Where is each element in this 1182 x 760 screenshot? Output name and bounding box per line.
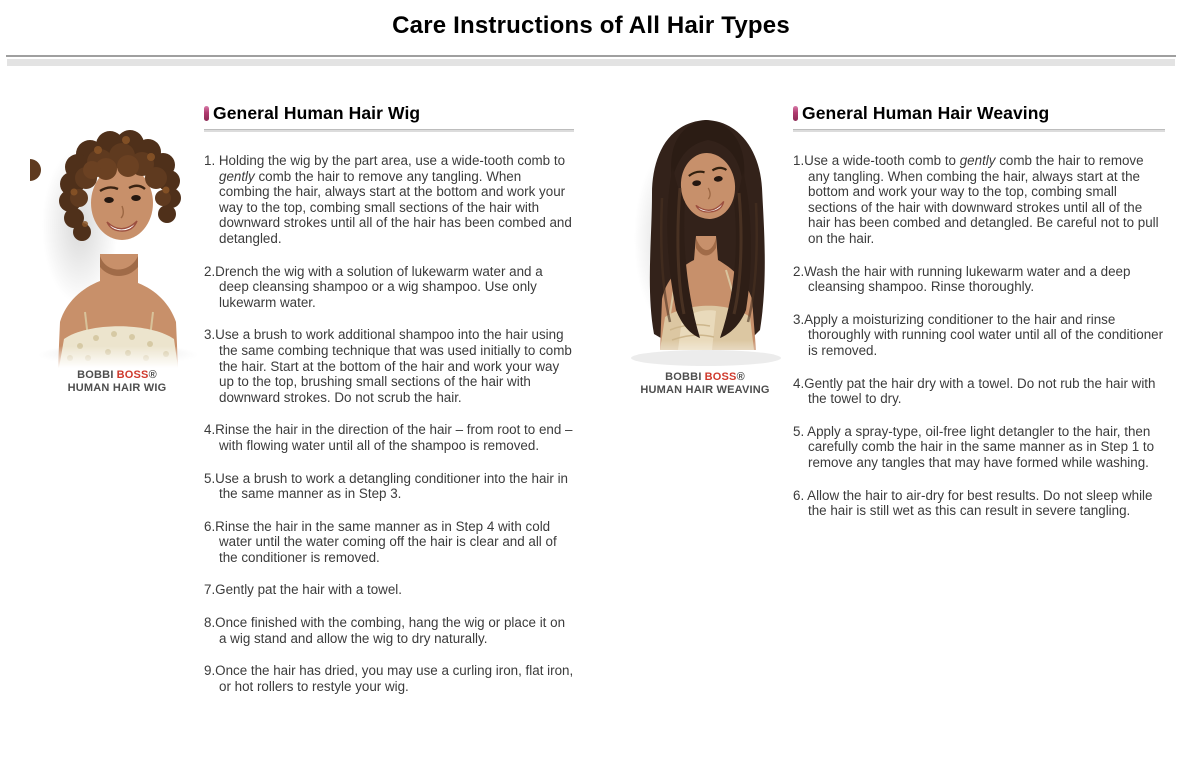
care-step: 2.Wash the hair with running lukewarm water and a deep cleansing shampoo. Rinse thoroughly.: [793, 263, 1131, 295]
pink-bullet-icon: [793, 106, 798, 121]
weaving-model-figure: [616, 108, 794, 397]
section-title-wig: General Human Hair Wig: [213, 103, 421, 123]
heading-underline: [204, 129, 574, 132]
care-step: 4.Rinse the hair in the direction of the hair – from root to end – with flowing water until all of the shampoo is removed.: [204, 422, 573, 453]
section-heading-weaving: [793, 103, 1165, 124]
brand-name-boss: BOSS: [704, 371, 737, 383]
care-step: 4.Gently pat the hair dry with a towel. Do not rub the hair with the towel to dry.: [793, 375, 1156, 407]
brand-line: [616, 371, 794, 384]
brand-name-bobbi: BOBBI: [77, 369, 114, 381]
wig-model-figure: [28, 106, 206, 395]
heading-underline: [793, 129, 1165, 132]
wig-model-photo: [30, 106, 205, 368]
section-heading-wig: [204, 103, 574, 124]
care-step: 9.Once the hair has dried, you may use a curling iron, flat iron, or hot rollers to restyle your wig.: [204, 663, 574, 694]
wig-model-illustration: [30, 106, 205, 368]
care-step: 3.Apply a moisturizing conditioner to the hair and rinse thoroughly with running cool water until all of the conditioner is removed.: [793, 311, 1164, 358]
weaving-photo-caption: [616, 371, 794, 397]
registered-mark: ®: [736, 371, 745, 383]
weaving-model-photo: [618, 108, 793, 370]
care-steps-list-weaving: [793, 153, 1165, 519]
care-step: 6.Rinse the hair in the same manner as in Step 4 with cold water until the water coming off the hair is clear and all of the conditioner is removed.: [204, 518, 557, 565]
care-step: 7.Gently pat the hair with a towel.: [204, 582, 402, 598]
care-step: 5. Apply a spray-type, oil-free light detangler to the hair, then carefully comb the hair in the same manner as in Step 1 to remove any tangles that may have formed while washing.: [793, 423, 1155, 470]
product-name: HUMAN HAIR WEAVING: [640, 384, 770, 396]
wig-photo-caption: [28, 369, 206, 395]
care-step: 2.Drench the wig with a solution of lukewarm water and a deep cleansing shampoo or a wig shampoo. Use only lukewarm water.: [204, 263, 543, 310]
care-step: 1.Use a wide-tooth comb to gently comb the hair to remove any tangling. When combing the hair, always start at the bottom and work your way to the top, combing small sections of the hair with downward strokes until all of the hair has been combed and detangled. Be careful not to pull on the hair.: [793, 153, 1159, 246]
title-divider-bar: [7, 59, 1175, 66]
pink-bullet-icon: [204, 106, 209, 121]
care-step: 1. Holding the wig by the part area, use a wide-tooth comb to gently comb the hair to remove any tangling. When combing the hair, always start at the bottom and work your way to the top, combing small sections of the hair with downward strokes until all of the hair has been combed and detangled.: [204, 153, 572, 246]
care-steps-list-wig: [204, 153, 574, 694]
section-human-hair-wig: [204, 103, 574, 711]
care-step: 8.Once finished with the combing, hang the wig or place it on a wig stand and allow the wig to dry naturally.: [204, 615, 566, 646]
care-step: 3.Use a brush to work additional shampoo into the hair using the same combing technique that was used initially to comb the hair. Start at the bottom of the hair and work your way up to the top, brushing small sections of the hair with downward strokes. Do not scrub the hair.: [204, 327, 572, 405]
care-step: 5.Use a brush to work a detangling conditioner into the hair in the same manner as in Step 3.: [204, 470, 568, 502]
care-step: 6. Allow the hair to air-dry for best results. Do not sleep while the hair is still wet as this can result in severe tangling.: [793, 487, 1153, 519]
brand-name-bobbi: BOBBI: [665, 371, 702, 383]
product-name: HUMAN HAIR WIG: [67, 382, 167, 394]
registered-mark: ®: [148, 369, 157, 381]
page-title: Care Instructions of All Hair Types: [392, 12, 790, 39]
weaving-model-illustration: [618, 108, 793, 370]
title-divider-line: [6, 55, 1176, 57]
section-human-hair-weaving: [793, 103, 1165, 536]
section-title-weaving: General Human Hair Weaving: [802, 103, 1050, 123]
brand-name-boss: BOSS: [116, 369, 149, 381]
brand-line: [28, 369, 206, 382]
